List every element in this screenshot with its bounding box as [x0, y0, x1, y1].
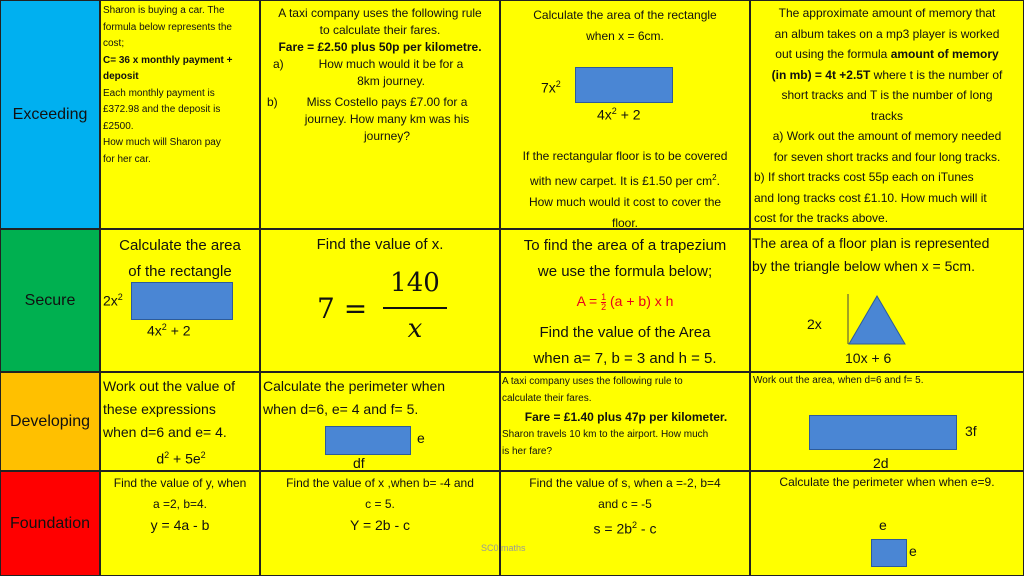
dv3-rule: Fare = £1.40 plus 47p per kilometer. — [524, 410, 728, 424]
dv2-line: when d=6, e= 4 and f= 5. — [263, 401, 419, 417]
fraction-bar — [383, 307, 447, 309]
dv4-line: Work out the area, when d=6 and f= 5. — [753, 375, 924, 386]
developing-task-expressions — [100, 372, 260, 471]
se1-line: of the rectangle — [128, 263, 232, 280]
square-shape — [871, 539, 907, 567]
ex3-line: with new carpet. It is £1.50 per $cm^2$. — [530, 173, 720, 188]
ex2-question-b: Miss Costello pays £7.00 for a — [306, 95, 468, 109]
se3-line: To find the area of a trapezium — [523, 237, 727, 254]
ex4-line: b) If short tracks cost 55p each on iTunes — [754, 170, 974, 184]
ex1-line: £2500. — [103, 120, 134, 132]
foundation-task-find-s — [500, 471, 750, 576]
se3-line: we use the formula below; — [537, 263, 713, 280]
ex2-rule: Fare = £2.50 plus 50p per kilometre. — [278, 40, 482, 54]
se4-line: The area of a floor plan is represented — [752, 235, 990, 251]
exceeding-task-taxi-fare — [260, 0, 500, 229]
ex3-line: when x = 6cm. — [586, 29, 664, 43]
ex1-formula: deposit — [103, 71, 139, 82]
fd2-line: Find the value of x ,when b= -4 and — [286, 476, 474, 490]
ex4-line: for seven short tracks and four long tracks. — [773, 149, 1001, 164]
ex2-question-b: journey? — [363, 129, 411, 143]
secure-task-solve-x — [260, 229, 500, 372]
foundation-task-find-y — [100, 471, 260, 576]
ex3-side-label: $7x^2$ — [541, 79, 561, 96]
rectangle-shape — [575, 67, 673, 103]
developing-task-taxi-fare — [500, 372, 750, 471]
ex2-question-a: How much would it be for a — [318, 57, 464, 71]
se4-bottom-label: 10x + 6 — [845, 350, 892, 366]
se2-denominator: x — [407, 314, 423, 344]
ex4-line: (in mb) = 4t +2.5T where t is the number of — [771, 67, 1003, 82]
se3-line: Find the value of the Area — [539, 324, 711, 341]
fd3-line: and c = -5 — [598, 497, 652, 511]
se3-formula: A = $\frac{1}{2}$ (a + b) x h — [576, 292, 674, 312]
secure-task-trapezium — [500, 229, 750, 372]
ex1-line: Each monthly payment is — [103, 87, 215, 99]
se1-bottom-label: $4x^2 + 2$ — [147, 322, 191, 339]
ex2-question-a: 8km journey. — [357, 74, 425, 88]
secure-task-rectangle-area — [100, 229, 260, 372]
ex4-line: short tracks and T is the number of long — [781, 88, 993, 102]
fd2-equation: Y = 2b - c — [349, 517, 411, 533]
ex1-line: How much will Sharon pay — [103, 137, 221, 148]
dv3-line: calculate their fares. — [502, 392, 592, 404]
dv1-expression: $d^2 + 5e^2$ — [156, 450, 206, 467]
ex2-question-b: journey. How many km was his — [304, 112, 470, 126]
fd1-equation: y = 4a - b — [150, 517, 210, 533]
dv2-line: Calculate the perimeter when — [263, 378, 446, 394]
exceeding-task-car-cost — [100, 0, 260, 229]
ex4-line: The approximate amount of memory that — [778, 6, 996, 20]
foundation-task-find-x — [260, 471, 500, 576]
ex1-formula: C= 36 x monthly payment + — [103, 54, 233, 66]
dv3-line: Sharon travels 10 km to the airport. How much — [502, 429, 709, 440]
ex1-line: Sharon is buying a car. The — [103, 5, 225, 16]
triangle-shape — [847, 294, 907, 346]
ex4-line: out using the formula amount of memory — [775, 47, 999, 61]
ex2-label-b: b) — [267, 95, 278, 109]
dv1-line: these expressions — [103, 401, 216, 417]
se1-side-label: $2x^2$ — [103, 292, 123, 309]
level-secure-label: Secure — [24, 291, 76, 309]
footer-credit: SC0 maths — [481, 543, 526, 553]
fd2-line: c = 5. — [365, 497, 395, 511]
ex4-line: an album takes on a mp3 player is worked — [774, 26, 1000, 41]
fd1-line: Find the value of y, when — [113, 476, 247, 490]
se4-line: by the triangle below when x = 5cm. — [752, 258, 975, 274]
exceeding-task-mp3-memory — [750, 0, 1024, 229]
ex2-label-a: a) — [273, 57, 284, 71]
rectangle-shape — [809, 415, 957, 450]
se3-line: when a= 7, b = 3 and h = 5. — [533, 350, 717, 367]
ex4-line: and long tracks cost £1.10. How much will it — [754, 190, 987, 205]
se2-equation-lhs: 7 = — [317, 292, 368, 325]
ex2-line: A taxi company uses the following rule — [278, 6, 482, 20]
level-developing — [0, 372, 100, 471]
ex1-line: for her car. — [103, 153, 151, 165]
fd4-top-label: e — [879, 517, 887, 533]
dv1-line: when d=6 and e= 4. — [103, 424, 227, 440]
level-foundation-label: Foundation — [9, 514, 91, 532]
level-developing-label: Developing — [9, 412, 91, 430]
dv3-line: A taxi company uses the following rule to — [502, 376, 683, 387]
ex4-line: cost for the tracks above. — [754, 211, 889, 225]
ex2-line: to calculate their fares. — [319, 23, 441, 37]
rectangle-shape — [131, 282, 233, 320]
fd4-line: Calculate the perimeter when when e=9. — [779, 475, 995, 489]
dv2-bottom-label: df — [353, 455, 365, 471]
level-foundation — [0, 471, 100, 576]
fd3-equation: $s = 2b^2 - c$ — [593, 520, 657, 537]
developing-task-perimeter — [260, 372, 500, 471]
se2-numerator: 140 — [390, 268, 440, 298]
ex3-line: How much would it cost to cover the — [528, 195, 722, 209]
developing-task-rectangle-area — [750, 372, 1024, 471]
dv3-line: is her fare? — [502, 445, 553, 457]
dv4-side-label: 3f — [965, 423, 977, 439]
ex3-line: Calculate the area of the rectangle — [533, 8, 717, 22]
ex3-line: If the rectangular floor is to be covered — [522, 149, 728, 163]
exceeding-task-carpet — [500, 0, 750, 229]
se4-side-label: 2x — [807, 316, 822, 332]
se2-title: Find the value of x. — [316, 236, 444, 253]
fd4-side-label: e — [909, 543, 917, 559]
ex3-bottom-label: $4x^2 + 2$ — [597, 106, 641, 123]
level-secure — [0, 229, 100, 372]
ex1-line: cost; — [103, 38, 125, 49]
foundation-task-square-perimeter — [750, 471, 1024, 576]
level-exceeding-label: Exceeding — [12, 105, 88, 123]
se1-line: Calculate the area — [119, 237, 241, 254]
ex4-line: a) Work out the amount of memory needed — [772, 129, 1002, 143]
secure-task-triangle-area — [750, 229, 1024, 372]
dv4-bottom-label: 2d — [873, 455, 889, 471]
ex4-line: tracks — [870, 108, 903, 123]
level-exceeding — [0, 0, 100, 229]
fd1-line: a =2, b=4. — [152, 497, 208, 511]
dv1-line: Work out the value of — [103, 378, 236, 394]
ex1-line: £372.98 and the deposit is — [103, 104, 221, 115]
dv2-side-label: e — [417, 430, 425, 446]
fd3-line: Find the value of s, when a =-2, b=4 — [529, 476, 721, 490]
ex3-line: floor. — [611, 216, 638, 229]
ex1-line: formula below represents the — [103, 21, 232, 33]
rectangle-shape — [325, 426, 411, 455]
